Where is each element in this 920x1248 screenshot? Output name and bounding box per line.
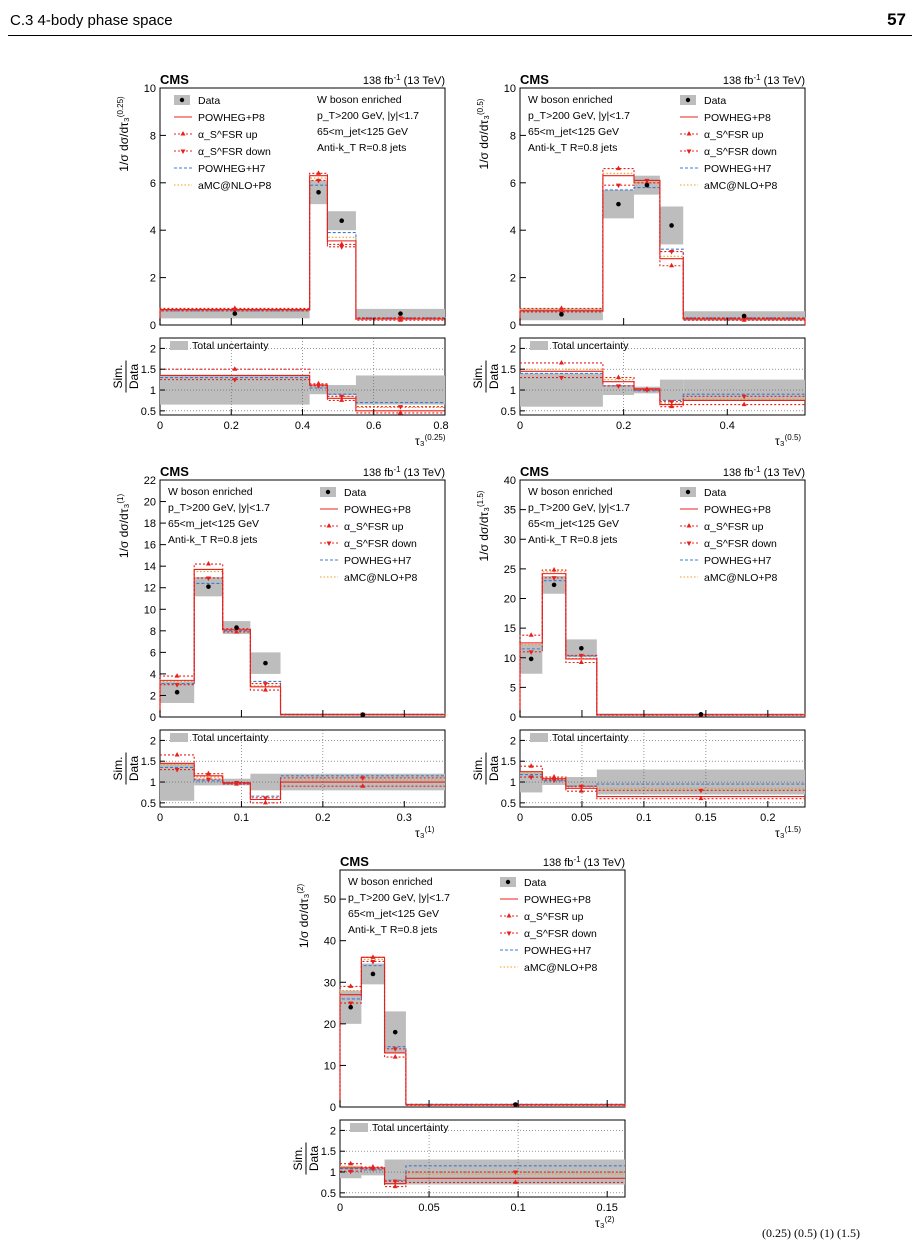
selection-line: p_T>200 GeV, |y|<1.7: [348, 892, 450, 904]
data-point: [233, 311, 238, 316]
alpha_up-marker: [552, 567, 557, 572]
y-tick-label: 30: [503, 534, 516, 547]
legend-label: α_S^FSR down: [704, 538, 777, 550]
selection-text: [168, 486, 270, 546]
selection-line: p_T>200 GeV, |y|<1.7: [317, 110, 419, 122]
ratio-alpha_up-marker: [529, 763, 534, 768]
header-rule: [8, 35, 912, 36]
figure-panel-tau3-0p25: [105, 70, 449, 450]
legend-marker: [181, 131, 186, 136]
experiment-label: CMS: [160, 72, 189, 87]
data-point: [393, 1030, 398, 1035]
experiment-label: CMS: [520, 464, 549, 479]
y-tick-label: 10: [503, 83, 516, 95]
ratio-y-tick-label: 2: [149, 343, 156, 356]
legend-marker: [507, 913, 512, 918]
ratio-y-tick-label: 0.5: [140, 405, 156, 418]
legend-label: POWHEG+H7: [524, 945, 592, 957]
uncertainty-band: [520, 176, 805, 321]
legend-label: POWHEG+H7: [198, 163, 266, 175]
y-tick-label: 50: [323, 894, 336, 907]
data-point: [645, 183, 650, 188]
selection-line: 65<m_jet<125 GeV: [348, 908, 440, 920]
ratio-ylabel-top: Sim.: [291, 1146, 305, 1171]
legend-label: aMC@NLO+P8: [524, 962, 598, 974]
x-axis-title: τ₃$^{(2)}$: [595, 1215, 615, 1230]
data-point: [234, 625, 239, 630]
ratio-legend-label: Total uncertainty: [192, 340, 269, 352]
data-point: [348, 1005, 353, 1010]
caption-fragment: (0.25) (0.5) (1) (1.5): [762, 1226, 860, 1240]
legend-label: Data: [198, 95, 221, 107]
data-point: [398, 311, 403, 316]
legend-label: Data: [704, 95, 727, 107]
series-alpha_down: [160, 180, 445, 325]
y-tick-label: 0: [149, 712, 156, 724]
x-axis-title: τ₃$^{(1.5)}$: [775, 825, 802, 840]
ratio-y-tick-label: 1.5: [500, 756, 516, 769]
legend-label: Data: [344, 487, 367, 499]
data-point: [579, 646, 584, 651]
series-powheg_p8: [160, 176, 445, 325]
legend-label: POWHEG+H7: [344, 555, 412, 567]
y-tick-label: 16: [143, 539, 156, 552]
legend-label: Data: [704, 487, 727, 499]
y-axis-title: 1/σ dσ/dτ₃$^{(1)}$: [116, 493, 131, 559]
series-alpha_down: [520, 578, 805, 717]
y-tick-label: 10: [323, 1060, 336, 1073]
page-header: [0, 0, 920, 40]
legend-label: α_S^FSR down: [344, 538, 417, 550]
legend-label: α_S^FSR up: [704, 129, 764, 141]
x-tick-label: 0.8: [433, 420, 449, 432]
lumi-label: 138 $fb^{-1}$ (13 TeV): [542, 855, 625, 869]
data-point: [263, 661, 268, 666]
x-tick-label: 0.2: [315, 812, 331, 824]
ratio-y-tick-label: 1.5: [500, 364, 516, 377]
data-point: [699, 712, 704, 717]
ratio-y-tick-label: 1: [149, 777, 156, 790]
series-powheg_h7: [160, 185, 445, 325]
x-tick-label: 0.1: [636, 812, 652, 824]
selection-line: Anti-k_T R=0.8 jets: [528, 142, 618, 154]
alpha_up-marker: [529, 632, 534, 637]
y-tick-label: 4: [149, 668, 156, 681]
alpha_down-marker: [339, 245, 344, 250]
ratio-y-tick-label: 0.5: [320, 1187, 336, 1200]
y-axis-title: 1/σ dσ/dτ₃$^{(2)}$: [296, 883, 311, 949]
legend-marker: [181, 150, 186, 155]
experiment-label: CMS: [160, 464, 189, 479]
selection-line: Anti-k_T R=0.8 jets: [168, 534, 258, 546]
legend: [320, 487, 418, 584]
uncertainty-band: [340, 964, 625, 1106]
alpha_up-marker: [175, 673, 180, 678]
figure-panel-tau3-1p5: [465, 462, 805, 842]
chart-svg: [465, 462, 805, 842]
ratio-y-tick-label: 1: [509, 777, 516, 790]
ratio-ylabel-top: Sim.: [471, 756, 485, 781]
data-point: [175, 690, 180, 695]
series-powheg_h7: [520, 581, 805, 717]
ratio-ylabel-bottom: Data: [307, 1145, 321, 1172]
legend-label: POWHEG+P8: [198, 112, 265, 124]
legend-label: α_S^FSR up: [344, 521, 404, 533]
legend-swatch: [686, 490, 690, 494]
selection-line: 65<m_jet<125 GeV: [317, 126, 409, 138]
data-point: [669, 223, 674, 228]
data-point: [339, 218, 344, 223]
legend-label: aMC@NLO+P8: [344, 572, 418, 584]
x-tick-label: 0.3: [396, 812, 412, 824]
y-tick-label: 10: [143, 604, 156, 617]
alpha_up-marker: [316, 170, 321, 175]
legend-label: POWHEG+H7: [704, 163, 772, 175]
y-tick-label: 4: [509, 225, 516, 238]
figure-panel-tau3-0p5: [465, 70, 805, 450]
alpha_up-marker: [669, 263, 674, 268]
alpha_up-marker: [370, 954, 375, 959]
y-tick-label: 8: [149, 130, 156, 143]
x-tick-label: 0.05: [418, 1202, 440, 1214]
selection-text: [317, 94, 419, 154]
legend-label: POWHEG+P8: [704, 112, 771, 124]
ratio-alpha_down-marker: [669, 400, 674, 405]
y-axis-title: 1/σ dσ/dτ₃$^{(0.25)}$: [116, 96, 131, 172]
y-tick-label: 15: [503, 623, 516, 636]
y-tick-label: 14: [143, 561, 156, 574]
x-tick-label: 0.15: [596, 1202, 618, 1214]
ratio-legend-label: Total uncertainty: [372, 1122, 449, 1134]
legend-swatch: [686, 98, 690, 102]
ratio-legend-swatch: [170, 733, 188, 742]
alpha_up-marker: [393, 1054, 398, 1059]
legend-label: α_S^FSR up: [198, 129, 258, 141]
ratio-legend-label: Total uncertainty: [192, 732, 269, 744]
selection-line: 65<m_jet<125 GeV: [528, 126, 620, 138]
page-number: 57: [887, 10, 906, 29]
x-tick-label: 0.1: [233, 812, 250, 824]
lumi-label: 138 $fb^{-1}$ (13 TeV): [362, 465, 445, 479]
legend-label: α_S^FSR down: [704, 146, 777, 158]
selection-line: Anti-k_T R=0.8 jets: [348, 924, 438, 936]
uncertainty-band: [520, 576, 805, 715]
alpha_up-marker: [348, 983, 353, 988]
alpha_down-marker: [616, 184, 621, 189]
y-axis-title: 1/σ dσ/dτ₃$^{(0.5)}$: [476, 98, 491, 170]
selection-line: Anti-k_T R=0.8 jets: [317, 142, 407, 154]
ratio-y-tick-label: 2: [329, 1125, 336, 1138]
lumi-label: 138 $fb^{-1}$ (13 TeV): [722, 465, 805, 479]
x-tick-label: 0.2: [223, 420, 239, 432]
y-tick-label: 0: [509, 712, 516, 724]
y-tick-label: 10: [503, 652, 516, 665]
data-point: [742, 314, 747, 319]
ratio-alpha_up-marker: [559, 360, 564, 365]
chart-svg: [465, 70, 805, 450]
y-tick-label: 12: [143, 582, 156, 595]
legend-marker: [687, 542, 692, 547]
legend-marker: [327, 542, 332, 547]
ratio-legend-swatch: [170, 341, 188, 350]
series-powheg_h7: [340, 966, 625, 1107]
x-tick-label: 0: [516, 420, 524, 432]
legend-marker: [687, 131, 692, 136]
ratio-y-tick-label: 2: [509, 343, 516, 356]
x-tick-label: 0.4: [294, 420, 311, 432]
ratio-legend-swatch: [530, 733, 548, 742]
y-tick-label: 40: [323, 935, 336, 948]
selection-line: 65<m_jet<125 GeV: [168, 518, 260, 530]
ratio-ylabel-bottom: Data: [487, 363, 501, 390]
legend-marker: [327, 523, 332, 528]
series-powheg_p8: [520, 176, 805, 325]
legend: [680, 487, 778, 584]
legend-marker: [687, 523, 692, 528]
alpha_up-marker: [263, 687, 268, 692]
selection-line: W boson enriched: [168, 486, 253, 498]
data-point: [360, 712, 365, 717]
y-tick-label: 35: [503, 504, 516, 517]
selection-line: p_T>200 GeV, |y|<1.7: [528, 502, 630, 514]
chart-svg: [105, 462, 445, 842]
y-tick-label: 8: [509, 130, 516, 143]
y-tick-label: 20: [323, 1018, 336, 1031]
legend-swatch: [326, 490, 330, 494]
legend-label: POWHEG+P8: [524, 894, 591, 906]
x-tick-label: 0.2: [615, 420, 632, 432]
x-tick-label: 0.1: [510, 1202, 526, 1214]
data-point: [316, 190, 321, 195]
legend-label: aMC@NLO+P8: [704, 180, 778, 192]
x-axis-title: τ₃$^{(0.25)}$: [415, 433, 446, 448]
ratio-ylabel-bottom: Data: [487, 755, 501, 782]
selection-line: Anti-k_T R=0.8 jets: [528, 534, 618, 546]
series-powheg_p8: [520, 574, 805, 717]
ratio-ylabel-top: Sim.: [471, 364, 485, 389]
data-point: [529, 657, 534, 662]
ratio-alpha_up-marker: [552, 774, 557, 779]
x-tick-label: 0: [156, 420, 164, 432]
data-point: [371, 972, 376, 977]
chart-svg: [285, 852, 625, 1232]
ratio-legend-swatch: [530, 341, 548, 350]
selection-line: p_T>200 GeV, |y|<1.7: [168, 502, 270, 514]
ratio-alpha_up-marker: [175, 752, 180, 757]
legend-label: α_S^FSR up: [524, 911, 584, 923]
ratio-y-tick-label: 0.5: [500, 405, 516, 418]
selection-line: 65<m_jet<125 GeV: [528, 518, 620, 530]
legend-label: α_S^FSR down: [524, 928, 597, 940]
x-tick-label: 0.6: [366, 420, 382, 432]
ratio-ylabel-bottom: Data: [127, 363, 141, 390]
uncertainty-band: [160, 577, 445, 716]
selection-line: W boson enriched: [317, 94, 402, 106]
ratio-alpha_down-marker: [263, 796, 268, 801]
data-point: [206, 584, 211, 589]
alpha_down-marker: [669, 250, 674, 255]
y-tick-label: 2: [509, 272, 516, 285]
series-alpha_down: [160, 578, 445, 717]
alpha_up-marker: [616, 166, 621, 171]
y-tick-label: 2: [149, 690, 156, 703]
legend-swatch: [506, 880, 510, 884]
figure-panel-tau3-2: [285, 852, 625, 1232]
y-tick-label: 20: [143, 496, 156, 509]
ratio-legend-label: Total uncertainty: [552, 732, 629, 744]
ratio-alpha_up-marker: [348, 1161, 353, 1166]
ratio-y-tick-label: 0.5: [500, 797, 516, 810]
legend-label: α_S^FSR down: [198, 146, 271, 158]
ratio-y-tick-label: 1: [509, 385, 516, 398]
series-powheg_h7: [160, 583, 445, 717]
ratio-y-tick-label: 1: [149, 385, 156, 398]
x-axis-title: τ₃$^{(1)}$: [415, 825, 435, 840]
legend-swatch: [180, 98, 184, 102]
ratio-ylabel-top: Sim.: [111, 756, 125, 781]
y-tick-label: 22: [143, 475, 156, 487]
ratio-y-tick-label: 1.5: [140, 364, 156, 377]
x-tick-label: 0: [516, 812, 524, 824]
ratio-ylabel-bottom: Data: [127, 755, 141, 782]
y-tick-label: 6: [509, 177, 516, 190]
y-tick-label: 10: [143, 83, 156, 95]
ratio-y-tick-label: 2: [509, 735, 516, 748]
alpha_down-marker: [263, 682, 268, 687]
data-point: [559, 312, 564, 317]
y-tick-label: 20: [503, 593, 516, 606]
alpha_up-marker: [339, 241, 344, 246]
y-tick-label: 0: [149, 320, 156, 332]
series-alpha_up: [520, 169, 805, 325]
experiment-label: CMS: [520, 72, 549, 87]
experiment-label: CMS: [340, 854, 369, 869]
section-title: C.3 4-body phase space: [10, 12, 173, 29]
alpha_up-marker: [232, 305, 237, 310]
series-amcnlo: [160, 178, 445, 325]
legend-label: POWHEG+P8: [344, 504, 411, 516]
data-point: [513, 1102, 518, 1107]
y-tick-label: 8: [149, 625, 156, 638]
selection-text: [348, 876, 450, 936]
y-tick-label: 0: [509, 320, 516, 332]
data-point: [616, 202, 621, 207]
ratio-legend-swatch: [350, 1123, 368, 1132]
legend-label: POWHEG+H7: [704, 555, 772, 567]
y-axis-title: 1/σ dσ/dτ₃$^{(1.5)}$: [476, 490, 491, 562]
y-tick-label: 30: [323, 977, 336, 990]
legend-label: α_S^FSR up: [704, 521, 764, 533]
y-tick-label: 0: [329, 1102, 336, 1114]
legend-label: POWHEG+P8: [704, 504, 771, 516]
x-axis-title: τ₃$^{(0.5)}$: [775, 433, 802, 448]
selection-text: [528, 486, 630, 546]
y-tick-label: 25: [503, 563, 516, 576]
x-tick-label: 0.15: [695, 812, 717, 824]
y-tick-label: 4: [149, 225, 156, 238]
x-tick-label: 0: [156, 812, 164, 824]
legend-label: aMC@NLO+P8: [704, 572, 778, 584]
alpha_up-marker: [559, 305, 564, 310]
selection-text: [528, 94, 630, 154]
ratio-alpha_up-marker: [616, 375, 621, 380]
series-alpha_up: [160, 173, 445, 325]
x-tick-label: 0.05: [571, 812, 593, 824]
legend-marker: [507, 932, 512, 937]
x-tick-label: 0.2: [760, 812, 776, 824]
selection-line: W boson enriched: [528, 94, 613, 106]
ratio-y-tick-label: 2: [149, 735, 156, 748]
legend-marker: [687, 150, 692, 155]
ratio-alpha_up-marker: [742, 402, 747, 407]
x-tick-label: 0: [336, 1202, 344, 1214]
y-tick-label: 2: [149, 272, 156, 285]
lumi-label: 138 $fb^{-1}$ (13 TeV): [722, 73, 805, 87]
selection-line: p_T>200 GeV, |y|<1.7: [528, 110, 630, 122]
selection-line: W boson enriched: [348, 876, 433, 888]
y-tick-label: 6: [149, 647, 156, 660]
legend-label: aMC@NLO+P8: [198, 180, 272, 192]
series-alpha_down: [520, 180, 805, 325]
y-tick-label: 5: [509, 682, 516, 695]
ratio-y-tick-label: 1: [329, 1167, 336, 1180]
y-tick-label: 40: [503, 475, 516, 487]
chart-svg: [105, 70, 449, 450]
uncertainty-band: [160, 180, 445, 318]
ratio-ylabel-top: Sim.: [111, 364, 125, 389]
x-tick-label: 0.4: [719, 420, 735, 432]
legend: [500, 877, 598, 974]
ratio-alpha_up-marker: [232, 366, 237, 371]
ratio-alpha_up-marker: [206, 771, 211, 776]
ratio-y-tick-label: 1.5: [140, 756, 156, 769]
legend: [174, 95, 272, 192]
y-tick-label: 6: [149, 177, 156, 190]
ratio-y-tick-label: 1.5: [320, 1146, 336, 1159]
alpha_up-marker: [206, 561, 211, 566]
figure-panel-tau3-1: [105, 462, 445, 842]
y-tick-label: 18: [143, 518, 156, 531]
alpha_up-marker: [579, 659, 584, 664]
ratio-y-tick-label: 0.5: [140, 797, 156, 810]
legend-label: Data: [524, 877, 547, 889]
data-point: [552, 583, 557, 588]
legend: [680, 95, 778, 192]
ratio-legend-label: Total uncertainty: [552, 340, 629, 352]
selection-line: W boson enriched: [528, 486, 613, 498]
lumi-label: 138 $fb^{-1}$ (13 TeV): [362, 73, 445, 87]
